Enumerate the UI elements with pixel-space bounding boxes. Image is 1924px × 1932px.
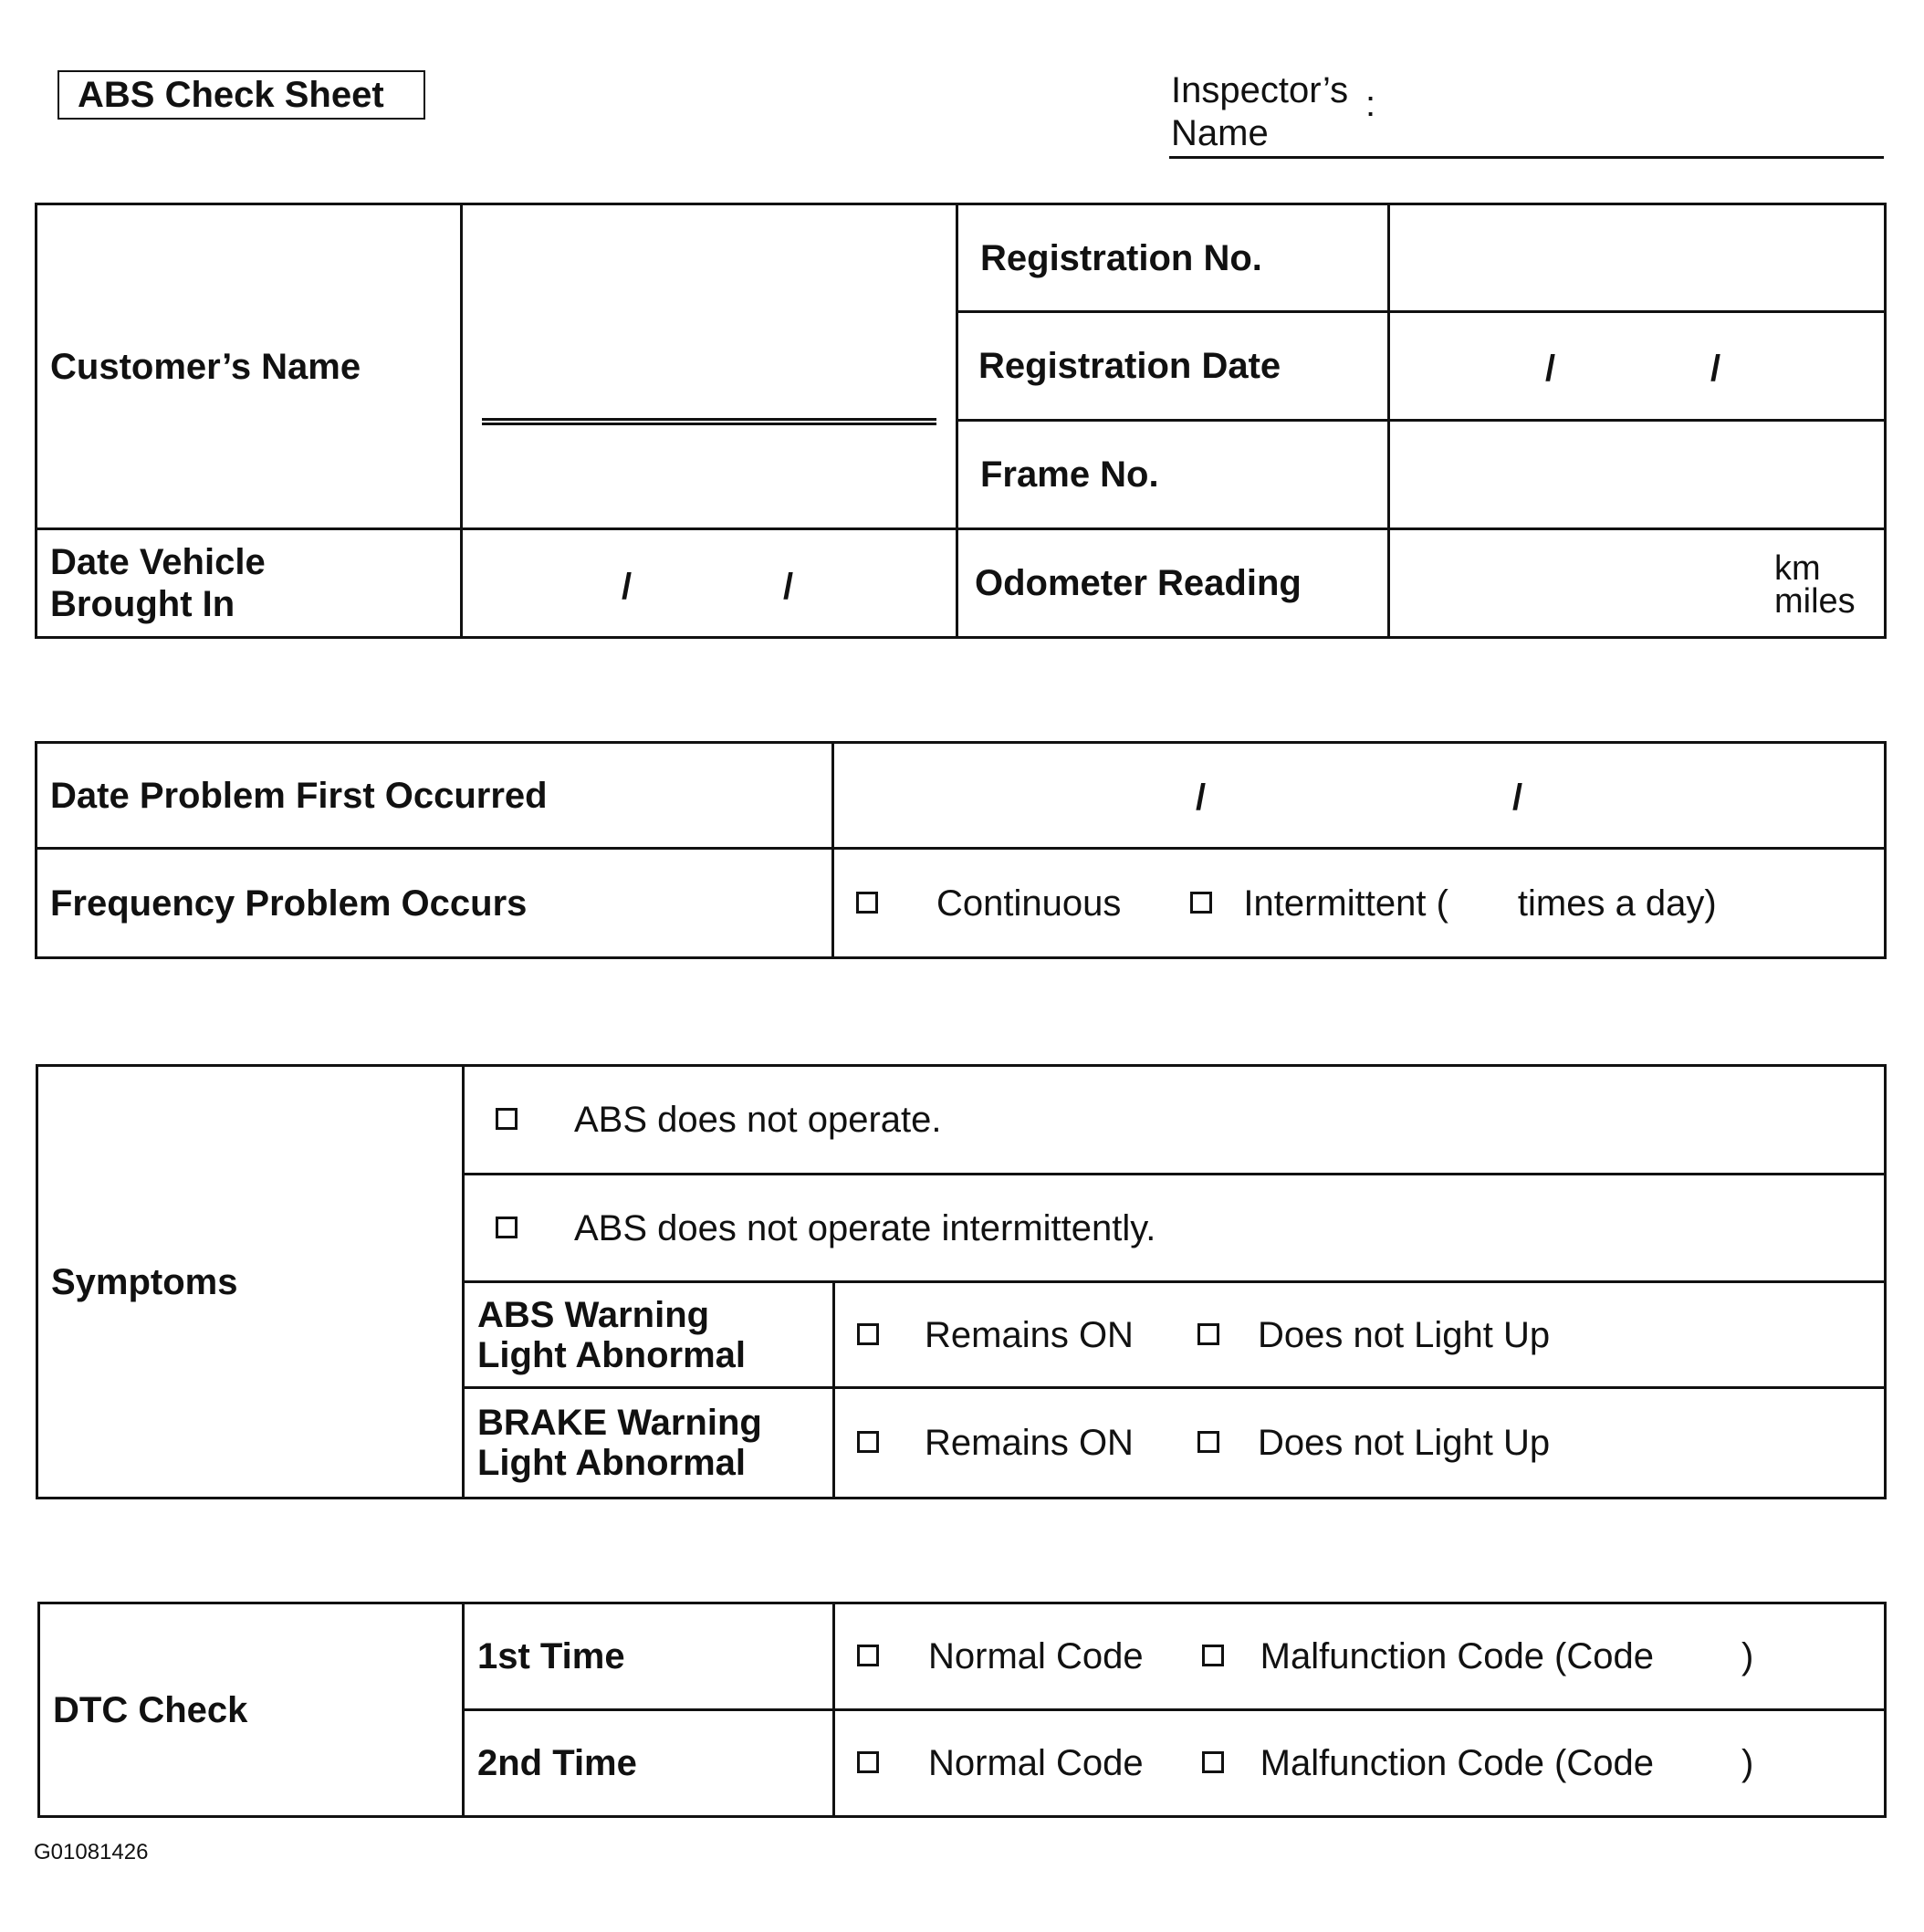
abs-remains-on-option: Remains ON: [925, 1314, 1134, 1355]
sheet-title: ABS Check Sheet: [58, 70, 425, 120]
first-malfunction-code-checkbox[interactable]: [1202, 1645, 1224, 1666]
second-normal-code-checkbox[interactable]: [857, 1751, 879, 1773]
second-time-label: 2nd Time: [464, 1710, 834, 1817]
abs-not-operate-intermittently-option: ABS does not operate intermittently.: [574, 1207, 1156, 1248]
brake-not-light-up-checkbox[interactable]: [1197, 1431, 1219, 1453]
brake-remains-on-checkbox[interactable]: [857, 1431, 879, 1453]
registration-date-separator: /: [1545, 349, 1556, 389]
first-normal-code-option: Normal Code: [928, 1636, 1144, 1676]
date-vehicle-separator: /: [783, 567, 794, 607]
odometer-units: [1774, 549, 1856, 621]
date-vehicle-label-line1: Date Vehicle: [50, 542, 266, 582]
inspector-label-line1: Inspector’s: [1171, 70, 1349, 110]
first-normal-code-checkbox[interactable]: [857, 1645, 879, 1666]
abs-not-light-up-checkbox[interactable]: [1197, 1323, 1219, 1345]
date-problem-first-occurred-label: Date Problem First Occurred: [37, 743, 833, 849]
intermittent-option: Intermittent (: [1243, 882, 1448, 924]
second-normal-code-option: Normal Code: [928, 1743, 1144, 1783]
problem-table: [35, 741, 1887, 959]
registration-date-label: Registration Date: [957, 312, 1389, 421]
first-time-label: 1st Time: [464, 1603, 834, 1710]
intermittent-checkbox[interactable]: [1190, 892, 1212, 914]
abs-remains-on-checkbox[interactable]: [857, 1323, 879, 1345]
frame-no-field[interactable]: [1389, 421, 1886, 529]
customer-name-label: Customer’s Name: [37, 204, 462, 529]
vehicle-info-table: [35, 203, 1887, 639]
brake-warning-label-line2: Light Abnormal: [477, 1443, 747, 1483]
times-a-day-label: times a day): [1517, 882, 1717, 924]
frequency-label: Frequency Problem Occurs: [37, 849, 833, 958]
dtc-check-table: [37, 1602, 1887, 1818]
problem-date-separator: /: [1512, 778, 1523, 818]
abs-not-operate-option: ABS does not operate.: [574, 1100, 942, 1140]
first-malfunction-code-option: Malfunction Code (Code: [1260, 1636, 1655, 1676]
registration-no-label: Registration No.: [957, 204, 1389, 312]
abs-not-light-up-option: Does not Light Up: [1257, 1314, 1551, 1355]
second-malfunction-code-option: Malfunction Code (Code: [1260, 1743, 1655, 1783]
date-vehicle-label-line2: Brought In: [50, 584, 235, 624]
brake-remains-on-option: Remains ON: [925, 1423, 1134, 1463]
date-problem-first-occurred-field[interactable]: [833, 743, 1886, 849]
continuous-option: Continuous: [936, 882, 1122, 924]
registration-date-separator: /: [1710, 349, 1721, 389]
dtc-check-label: DTC Check: [39, 1603, 464, 1817]
abs-not-operate-intermittently-checkbox[interactable]: [496, 1217, 518, 1238]
problem-date-separator: /: [1196, 778, 1207, 818]
registration-no-field[interactable]: [1389, 204, 1886, 312]
inspector-name-label: [1171, 69, 1348, 155]
inspector-colon: :: [1365, 84, 1376, 124]
first-close-paren: ): [1741, 1636, 1754, 1676]
date-vehicle-separator: /: [622, 567, 633, 607]
unit-miles: miles: [1774, 582, 1856, 621]
abs-warning-label-line2: Light Abnormal: [477, 1334, 747, 1375]
customer-name-field[interactable]: [462, 204, 957, 529]
abs-warning-label-line1: ABS Warning: [477, 1294, 710, 1335]
unit-km: km: [1774, 549, 1821, 588]
abs-not-operate-checkbox[interactable]: [496, 1108, 518, 1130]
second-malfunction-code-checkbox[interactable]: [1202, 1751, 1224, 1773]
customer-name-underline: [482, 418, 936, 425]
registration-date-field[interactable]: [1389, 312, 1886, 421]
symptoms-table: [36, 1064, 1887, 1499]
odometer-label: Odometer Reading: [957, 529, 1389, 638]
figure-code: G01081426: [34, 1840, 149, 1864]
inspector-name-field[interactable]: [1169, 156, 1884, 159]
frame-no-label: Frame No.: [957, 421, 1389, 529]
brake-not-light-up-option: Does not Light Up: [1257, 1423, 1551, 1463]
date-vehicle-field[interactable]: [462, 529, 957, 638]
inspector-label-line2: Name: [1171, 113, 1269, 153]
brake-warning-label-line1: BRAKE Warning: [477, 1403, 762, 1443]
second-close-paren: ): [1741, 1743, 1754, 1783]
symptoms-label: Symptoms: [37, 1066, 464, 1499]
continuous-checkbox[interactable]: [856, 892, 878, 914]
